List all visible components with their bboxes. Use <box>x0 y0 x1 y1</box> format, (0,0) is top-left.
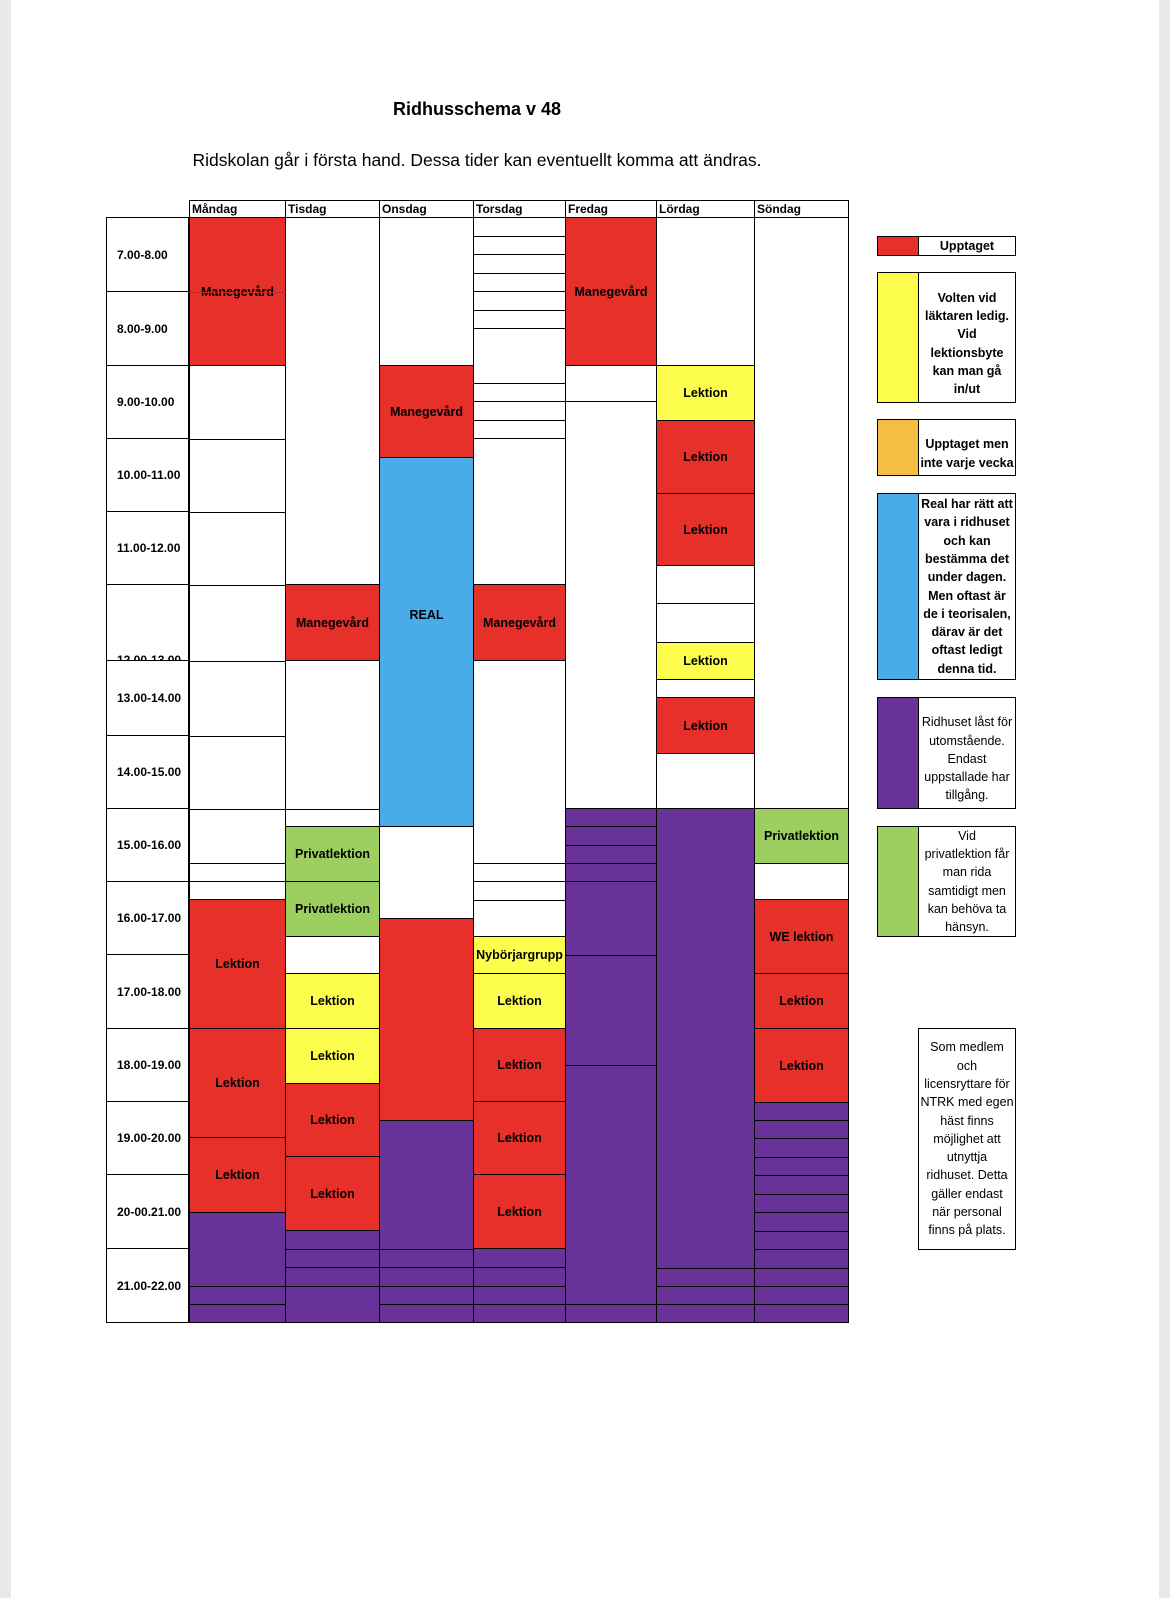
schedule-block-lektion: Lektion <box>656 642 755 680</box>
row-divider <box>754 1138 849 1139</box>
row-divider <box>473 254 566 255</box>
schedule-block-lektion: Lektion <box>656 365 755 421</box>
schedule-block-lektion: Lektion <box>189 899 286 1029</box>
time-row-label: 18.00-19.00 <box>106 1028 189 1102</box>
schedule-block-lektion: Lektion <box>285 1083 380 1157</box>
row-divider <box>754 1286 849 1287</box>
row-divider <box>189 512 286 513</box>
schedule-block-we-lektion: WE lektion <box>754 899 849 974</box>
legend-swatch-real <box>877 493 919 680</box>
legend-swatch-locked <box>877 697 919 809</box>
schedule-block-lektion: Lektion <box>285 1156 380 1231</box>
time-row-label: 7.00-8.00 <box>106 217 189 292</box>
row-divider <box>656 603 755 604</box>
row-divider <box>285 1267 380 1268</box>
row-divider <box>473 383 566 384</box>
row-divider <box>379 1267 474 1268</box>
day-header-lordag: Lördag <box>656 200 755 218</box>
schedule-block-lektion: Lektion <box>656 697 755 754</box>
time-row-label: 19.00-20.00 <box>106 1101 189 1175</box>
time-row-label: 8.00-9.00 <box>106 291 189 366</box>
day-header-mandag: Måndag <box>189 200 286 218</box>
row-divider <box>189 1304 286 1305</box>
legend-label-locked: Ridhuset låst för utomstående. Endast uppstallade har tillgång. <box>918 697 1016 809</box>
legend-swatch-upptaget <box>877 236 919 256</box>
schedule-block-lektion: Lektion <box>473 1028 566 1102</box>
legend-label-privatlektion: Vid privatlektion får man rida samtidigt men kan behöva ta hänsyn. <box>918 826 1016 937</box>
schedule-block-manegevard: Manegevård <box>189 217 286 366</box>
time-row-label: 9.00-10.00 <box>106 365 189 439</box>
schedule-block-nyborjargrupp: Nybörjargrupp <box>473 936 566 974</box>
day-header-fredag: Fredag <box>565 200 657 218</box>
time-row-label: 15.00-16.00 <box>106 808 189 882</box>
row-divider <box>473 900 566 901</box>
row-divider <box>189 863 286 864</box>
schedule-block-lektion: Lektion <box>754 973 849 1029</box>
time-row-label: 20-00.21.00 <box>106 1174 189 1249</box>
row-divider <box>189 1286 286 1287</box>
row-divider <box>189 736 286 737</box>
time-row-label: 13.00-14.00 <box>106 660 189 736</box>
row-divider <box>189 809 286 810</box>
row-divider <box>473 438 566 439</box>
day-header-tisdag: Tisdag <box>285 200 380 218</box>
row-divider <box>473 236 566 237</box>
row-divider <box>754 1268 849 1269</box>
day-header-torsdag: Torsdag <box>473 200 566 218</box>
schedule-block-lektion: Lektion <box>656 493 755 566</box>
schedule-block-locked <box>656 808 755 1323</box>
schedule-block-lektion: Lektion <box>189 1028 286 1138</box>
schedule-block-lektion: Lektion <box>656 420 755 494</box>
row-divider <box>754 1157 849 1158</box>
schedule-block-privatlektion: Privatlektion <box>285 881 380 937</box>
row-divider <box>473 273 566 274</box>
row-divider <box>565 826 657 827</box>
row-divider <box>754 1231 849 1232</box>
time-row-label: 10.00-11.00 <box>106 438 189 512</box>
time-row-label: 14.00-15.00 <box>106 735 189 809</box>
row-divider <box>754 1249 849 1250</box>
row-divider <box>473 863 566 864</box>
row-divider <box>656 1286 755 1287</box>
legend-label-upptaget: Upptaget <box>918 236 1016 256</box>
schedule-block-manegevard: Manegevård <box>285 584 380 661</box>
legend-swatch-volten-ledig <box>877 272 919 403</box>
legend-swatch-upptaget-ibland <box>877 419 919 476</box>
schedule-block-manegevard: Manegevård <box>473 584 566 661</box>
legend-label-volten-ledig: Volten vid läktaren ledig. Vid lektionsbyte kan man gå in/ut <box>918 272 1016 403</box>
row-divider <box>565 863 657 864</box>
row-divider <box>379 1249 474 1250</box>
schedule-block-lektion: Lektion <box>473 973 566 1029</box>
row-divider <box>379 1304 474 1305</box>
schedule-block-manegevard: Manegevård <box>565 217 657 366</box>
document-title: Ridhusschema v 48 <box>392 99 562 119</box>
schedule-block-upptaget <box>379 918 474 1121</box>
day-header-sondag: Söndag <box>754 200 849 218</box>
row-divider <box>473 1286 566 1287</box>
row-divider <box>473 1304 566 1305</box>
row-divider <box>189 439 286 440</box>
time-row-label: 11.00-12.00 <box>106 511 189 585</box>
schedule-block-real: REAL <box>379 457 474 827</box>
row-divider <box>565 955 657 956</box>
row-divider <box>189 585 286 586</box>
row-divider <box>754 1212 849 1213</box>
row-divider <box>754 1175 849 1176</box>
member-note: Som medlem och licensryttare för NTRK med egen häst finns möjlighet att utnyttja ridhuset. Detta gäller endast när personal finns på plats. <box>918 1028 1016 1250</box>
row-divider <box>565 1065 657 1066</box>
legend-swatch-privatlektion <box>877 826 919 937</box>
schedule-block-locked <box>285 1230 380 1323</box>
row-divider <box>473 291 566 292</box>
schedule-block-privatlektion: Privatlektion <box>754 808 849 864</box>
row-divider <box>565 845 657 846</box>
schedule-block-locked <box>189 1212 286 1323</box>
schedule-block-lektion: Lektion <box>285 973 380 1029</box>
row-divider <box>754 1120 849 1121</box>
schedule-block-privatlektion: Privatlektion <box>285 826 380 882</box>
time-row-label: 16.00-17.00 <box>106 881 189 955</box>
schedule-block-lektion: Lektion <box>473 1101 566 1175</box>
row-divider <box>189 881 286 882</box>
schedule-block-lektion: Lektion <box>473 1174 566 1249</box>
schedule-block-lektion: Lektion <box>285 1028 380 1084</box>
row-divider <box>473 1267 566 1268</box>
legend-label-real: Real har rätt att vara i ridhuset och kan bestämma det under dagen. Men oftast är de i teorisalen, därav är det oftast ledigt denna tid. <box>918 493 1016 680</box>
row-divider <box>656 1304 755 1305</box>
row-divider <box>189 661 286 662</box>
row-divider <box>565 881 657 882</box>
row-divider <box>473 420 566 421</box>
schedule-block-lektion: Lektion <box>754 1028 849 1103</box>
time-row-label: 17.00-18.00 <box>106 954 189 1029</box>
time-row-label: 21.00-22.00 <box>106 1248 189 1323</box>
row-divider <box>473 310 566 311</box>
schedule-block-lektion: Lektion <box>189 1137 286 1213</box>
document-subtitle: Ridskolan går i första hand. Dessa tider kan eventuellt komma att ändras. <box>192 150 762 170</box>
row-divider <box>565 401 657 402</box>
row-divider <box>379 1286 474 1287</box>
legend-label-upptaget-ibland: Upptaget men inte varje vecka <box>918 419 1016 476</box>
row-divider <box>473 881 566 882</box>
row-divider <box>189 292 286 293</box>
row-divider <box>565 1304 657 1305</box>
schedule-block-manegevard: Manegevård <box>379 365 474 458</box>
row-divider <box>285 809 380 810</box>
schedule-block-locked <box>379 1120 474 1323</box>
row-divider <box>473 328 566 329</box>
row-divider <box>754 1194 849 1195</box>
row-divider <box>285 1286 380 1287</box>
row-divider <box>656 1268 755 1269</box>
row-divider <box>754 1304 849 1305</box>
row-divider <box>473 401 566 402</box>
row-divider <box>285 1249 380 1250</box>
day-header-onsdag: Onsdag <box>379 200 474 218</box>
